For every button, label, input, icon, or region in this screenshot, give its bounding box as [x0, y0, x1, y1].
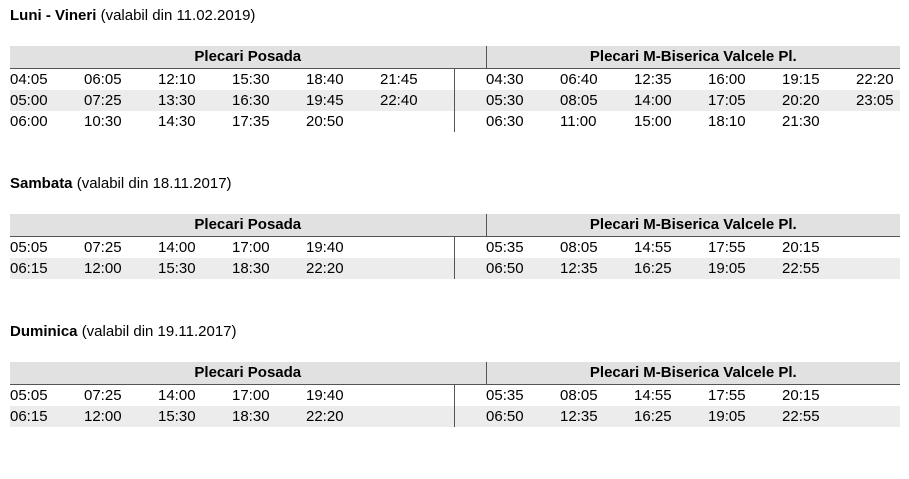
time-cell: 21:45 — [380, 71, 418, 88]
time-cell: 05:35 — [486, 387, 524, 404]
section-title — [10, 6, 898, 26]
time-cell: 05:05 — [10, 387, 48, 404]
time-cell: 21:30 — [782, 113, 820, 130]
column-separator — [454, 385, 486, 407]
table-row — [10, 69, 900, 91]
time-cell: 19:05 — [708, 406, 782, 427]
section-day-label: Duminica — [10, 323, 78, 340]
schedule-section-sunday — [10, 322, 898, 425]
time-cell — [856, 385, 900, 407]
time-cell: 20:15 — [782, 387, 820, 404]
header-plecari-posada: Plecari Posada — [10, 362, 486, 385]
column-separator — [454, 406, 486, 427]
time-cell: 23:05 — [856, 90, 900, 111]
time-cell: 19:40 — [306, 387, 344, 404]
column-separator — [454, 90, 486, 111]
column-separator — [454, 111, 486, 132]
table-row — [10, 258, 900, 279]
time-cell: 08:05 — [560, 239, 598, 256]
time-cell: 17:00 — [232, 387, 270, 404]
time-cell: 06:15 — [10, 258, 84, 279]
time-cell: 05:05 — [10, 239, 48, 256]
time-cell: 15:30 — [158, 258, 232, 279]
time-cell: 17:35 — [232, 113, 270, 130]
time-cell: 05:35 — [486, 239, 524, 256]
time-cell — [856, 258, 900, 279]
time-cell: 22:20 — [306, 258, 380, 279]
time-cell: 06:15 — [10, 406, 84, 427]
column-separator — [454, 69, 486, 91]
time-cell — [380, 406, 454, 427]
time-cell: 18:40 — [306, 71, 344, 88]
timetable-weekdays — [10, 46, 900, 132]
time-cell: 18:10 — [708, 113, 746, 130]
section-title — [10, 322, 898, 342]
time-cell: 14:30 — [158, 113, 196, 130]
header-plecari-m-biserica: Plecari M-Biserica Valcele Pl. — [486, 362, 900, 385]
table-row — [10, 237, 900, 259]
time-cell: 04:05 — [10, 71, 48, 88]
time-cell — [856, 406, 900, 427]
time-cell: 12:10 — [158, 71, 196, 88]
time-cell: 19:40 — [306, 239, 344, 256]
time-cell: 07:25 — [84, 90, 158, 111]
time-cell: 12:00 — [84, 406, 158, 427]
section-validity: (valabil din 11.02.2019) — [100, 7, 256, 24]
column-separator — [454, 258, 486, 279]
time-cell — [380, 111, 454, 132]
section-validity: (valabil din 18.11.2017) — [76, 175, 232, 192]
time-cell: 17:55 — [708, 239, 746, 256]
time-cell: 12:35 — [634, 71, 672, 88]
time-cell: 18:30 — [232, 258, 306, 279]
table-row — [10, 90, 900, 111]
time-cell — [856, 237, 900, 259]
header-plecari-posada: Plecari Posada — [10, 46, 486, 69]
time-cell: 22:55 — [782, 406, 856, 427]
time-cell — [380, 258, 454, 279]
section-day-label: Luni - Vineri — [10, 7, 97, 24]
time-cell: 06:40 — [560, 71, 598, 88]
time-cell: 20:20 — [782, 90, 856, 111]
time-cell: 16:25 — [634, 406, 708, 427]
schedule-section-saturday — [10, 174, 898, 277]
time-cell — [856, 111, 900, 132]
time-cell: 22:20 — [306, 406, 380, 427]
time-cell: 22:20 — [856, 71, 894, 88]
table-header-row — [10, 214, 900, 237]
schedule-section-weekdays — [10, 6, 898, 130]
time-cell: 06:50 — [486, 258, 560, 279]
time-cell: 12:35 — [560, 258, 634, 279]
time-cell: 15:30 — [232, 71, 270, 88]
time-cell: 19:15 — [782, 71, 820, 88]
time-cell: 06:05 — [84, 71, 122, 88]
time-cell: 20:15 — [782, 239, 820, 256]
table-row — [10, 406, 900, 427]
table-header-row — [10, 46, 900, 69]
header-plecari-m-biserica: Plecari M-Biserica Valcele Pl. — [486, 46, 900, 69]
time-cell: 04:30 — [486, 71, 524, 88]
time-cell: 06:00 — [10, 113, 48, 130]
time-cell — [380, 237, 454, 259]
time-cell: 12:35 — [560, 406, 634, 427]
time-cell: 07:25 — [84, 239, 122, 256]
time-cell: 20:50 — [306, 113, 344, 130]
time-cell: 22:40 — [380, 90, 454, 111]
time-cell: 07:25 — [84, 387, 122, 404]
section-validity: (valabil din 19.11.2017) — [81, 323, 237, 340]
time-cell: 12:00 — [84, 258, 158, 279]
time-cell: 06:30 — [486, 113, 524, 130]
table-row — [10, 385, 900, 407]
table-row — [10, 111, 900, 132]
time-cell: 17:00 — [232, 239, 270, 256]
time-cell: 15:30 — [158, 406, 232, 427]
section-title — [10, 174, 898, 194]
time-cell: 15:00 — [634, 113, 672, 130]
time-cell: 14:00 — [158, 239, 196, 256]
time-cell: 19:45 — [306, 90, 380, 111]
time-cell: 17:05 — [708, 90, 782, 111]
timetable-sunday — [10, 362, 900, 427]
time-cell: 11:00 — [560, 113, 597, 130]
timetable-saturday — [10, 214, 900, 279]
time-cell: 10:30 — [84, 113, 122, 130]
time-cell: 13:30 — [158, 90, 232, 111]
time-cell: 05:00 — [10, 90, 84, 111]
time-cell: 16:00 — [708, 71, 746, 88]
table-header-row — [10, 362, 900, 385]
time-cell: 14:55 — [634, 239, 672, 256]
time-cell: 16:25 — [634, 258, 708, 279]
time-cell: 14:55 — [634, 387, 672, 404]
time-cell: 19:05 — [708, 258, 782, 279]
time-cell: 14:00 — [634, 90, 708, 111]
column-separator — [454, 237, 486, 259]
time-cell: 17:55 — [708, 387, 746, 404]
time-cell: 16:30 — [232, 90, 306, 111]
time-cell: 08:05 — [560, 90, 634, 111]
time-cell — [380, 385, 454, 407]
time-cell: 08:05 — [560, 387, 598, 404]
time-cell: 18:30 — [232, 406, 306, 427]
header-plecari-m-biserica: Plecari M-Biserica Valcele Pl. — [486, 214, 900, 237]
time-cell: 06:50 — [486, 406, 560, 427]
header-plecari-posada: Plecari Posada — [10, 214, 486, 237]
time-cell: 14:00 — [158, 387, 196, 404]
section-day-label: Sambata — [10, 175, 73, 192]
time-cell: 22:55 — [782, 258, 856, 279]
time-cell: 05:30 — [486, 90, 560, 111]
